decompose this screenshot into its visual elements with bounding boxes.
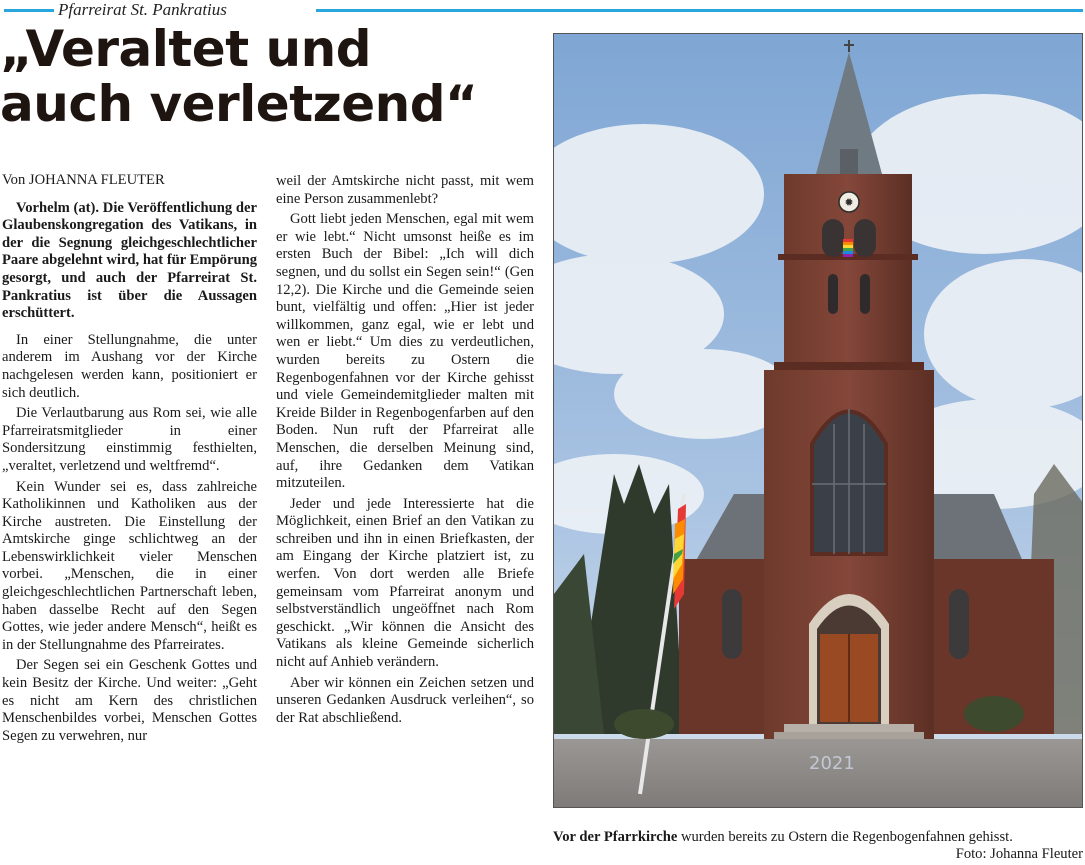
body-paragraph: Gott liebt jeden Menschen, egal mit wem er wie lebt.“ Nicht umsonst heiße es im ersten Buch der Bibel: „Ich will dich segnen, und du sollst ein Segen sein!“ (Gen 12,2). Die Kirche und die Gemeinde seien bunt, vielfältig und offen: „Hier ist jeder willkommen, ganz egal, wie er lebt und wen er liebt.“ Um dies zu verdeutlichen, wurden bereits zu Ostern die Regenbogenfahnen vor der Kirche gehisst und viele Gemeindemitglieder malten mit Kreide Bilder in Regenbogenfarben auf den Boden. Nun ruft der Pfarreirat alle Menschen, die derselben Meinung sind, auf, ihre Gedanken dem Vatikan mitzuteilen. bbox=[276, 211, 534, 492]
tower-window bbox=[828, 274, 838, 314]
tower-cornice bbox=[774, 362, 924, 370]
kicker-rule-left bbox=[4, 9, 54, 12]
body-paragraph: Aber wir können ein Zeichen setzen und unseren Gedanken Ausdruck verleihen“, so der Rat abschließend. bbox=[276, 674, 534, 726]
church-photo bbox=[553, 33, 1083, 808]
headline-line-1: „Veraltet und bbox=[0, 20, 371, 78]
body-paragraph: weil der Amtskirche nicht passt, mit wem eine Person zusammenlebt? bbox=[276, 173, 534, 207]
byline: Von JOHANNA FLEUTER bbox=[2, 172, 165, 188]
article-column-1 bbox=[2, 172, 257, 745]
body-paragraph: Jeder und jede Interessierte hat die Möglichkeit, einen Brief an den Vatikan zu schreiben und ihn in einen Briefkasten, der am Eingang der Kirche platziert ist, zu werfen. Von dort werden alle Briefe gemeinsam vom Pfarreirat anonym und selbstverständlich ungeöffnet nach Rom geschickt. „Wir können die Ansicht des Vatikans als kleine Gemeinde sicherlich nicht auf Anhieb verändern. bbox=[276, 495, 534, 671]
lead-paragraph: Vorhelm (at). Die Veröffentlichung der Glaubenskongregation des Vatikans, in der die Segnung gleichgeschlechtlicher Paare abgelehnt wird, hat für Empörung gesorgt, und auch der Pfarreirat St. Pankratius ist über die Aussagen erschüttert. bbox=[2, 199, 257, 322]
church-illustration bbox=[554, 34, 1083, 808]
photo-caption bbox=[553, 829, 1083, 862]
photo-credit: Foto: Johanna Fleuter bbox=[955, 846, 1083, 862]
steps bbox=[774, 732, 924, 740]
body-paragraph: Der Segen sei ein Geschenk Gottes und kein Besitz der Kirche. Und weiter: „Geht es nicht am Kern des christlichen Menschenbildes vorbei, Menschen Gottes Segen zu verwehren, nur bbox=[2, 657, 257, 744]
body-paragraph: Die Verlautbarung aus Rom sei, wie alle Pfarreiratsmitglieder in einer Sondersitzung einstimmig festhielten, „veraltet, verletzend und weltfremd“. bbox=[2, 405, 257, 474]
headline-line-2: auch verletzend“ bbox=[0, 75, 478, 133]
nave-window bbox=[949, 589, 969, 659]
belfry-window bbox=[822, 219, 844, 257]
kicker-rule-right bbox=[316, 9, 1083, 12]
clock-glyph: ✹ bbox=[844, 196, 854, 209]
bush bbox=[614, 709, 674, 739]
caption-lead: Vor der Pfarrkirche bbox=[553, 829, 678, 845]
body-paragraph: Kein Wunder sei es, dass zahlreiche Katholikinnen und Katholiken aus der Kirche austreten. Die Einstellung der Amtskirche ginge schlichtweg an der Lebenswirklichkeit vieler Menschen vorbei. „Menschen, die in einer gleichgeschlechtlichen Partnerschaft leben, haben dasselbe Recht auf den Segen Gottes, wie jeder andere Mensch“, heißt es in der Stellungnahme des Pfarreirates. bbox=[2, 478, 257, 653]
nave-window bbox=[722, 589, 742, 659]
tower-window bbox=[860, 274, 870, 314]
caption-text: wurden bereits zu Ostern die Regenbogenfahnen gehisst. bbox=[677, 829, 1013, 845]
article-column-2 bbox=[276, 173, 534, 727]
headline bbox=[0, 22, 545, 132]
section-kicker: Pfarreirat St. Pankratius bbox=[58, 0, 227, 19]
belfry-window bbox=[854, 219, 876, 257]
body-paragraph: In einer Stellungnahme, die unter anderem im Aushang vor der Kirche nachgelesen werden kann, positioniert er sich deutlich. bbox=[2, 331, 257, 401]
bush bbox=[964, 696, 1024, 732]
chalk-drawing: 2021 bbox=[809, 753, 855, 774]
tower-rainbow-flag bbox=[843, 239, 853, 257]
steps bbox=[784, 724, 914, 732]
